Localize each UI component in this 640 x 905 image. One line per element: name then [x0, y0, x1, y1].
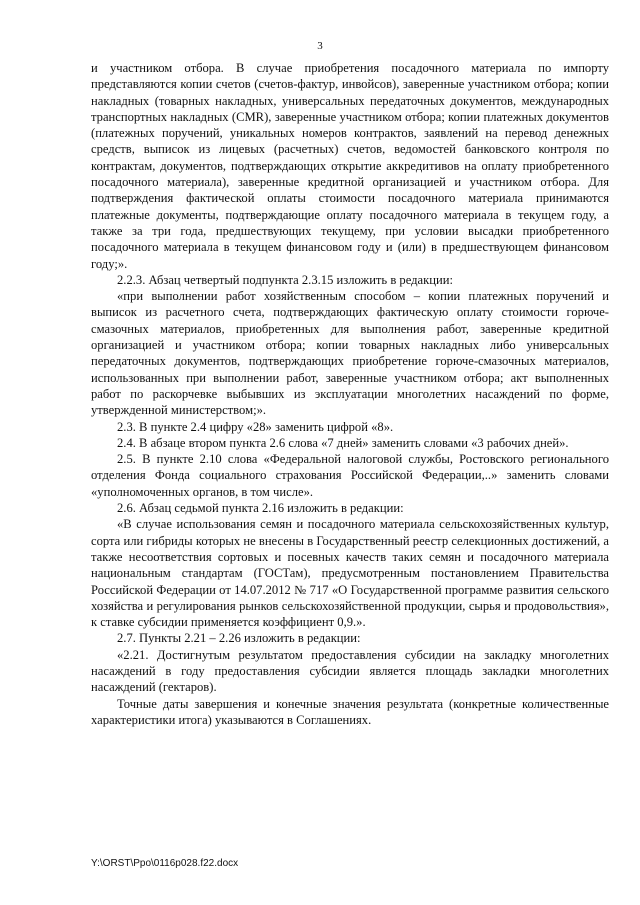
paragraph-seed-coefficient: «В случае использования семян и посадочного материала сельскохозяйственных культур, сорта или гибриды которых не внесены в Государственный реестр селекционных достижений, а также несоответствия сортовых и посевных качеств таких семян и посадочного материала национальным стандартам (ГОСТам), предусмотренным постановлением Правительства Российской Федерации от 14.07.2012 № 717 «О Государственной программе развития сельского хозяйства и регулирования рынков сельскохозяйственной продукции, сырья и продовольствия», к ставке субсидии применяется коэффициент 0,9.». — [91, 517, 609, 630]
paragraph-2-7: 2.7. Пункты 2.21 – 2.26 изложить в редакции: — [117, 631, 361, 646]
paragraph-economic-method: «при выполнении работ хозяйственным способом – копии платежных поручений и выписок из расчетного счета, подтверждающих фактическую оплату стоимости горюче-смазочных материалов, приобретенных для выполнения работ, заверенные кредитной организацией и участником отбора; копии товарных накладных либо универсальных передаточных документов, подтверждающих приобретение горюче-смазочных материалов, использованных при выполнении работ, заверенные участником отбора; акт выполненных работ по раскорчевке выбывших из эксплуатации многолетних насаждений по форме, утвержденной министерством;». — [91, 289, 609, 418]
paragraph-2-4: 2.4. В абзаце втором пункта 2.6 слова «7 дней» заменить словами «3 рабочих дней». — [117, 435, 569, 450]
footer-file-path: Y:\ORST\Ppo\0116p028.f22.docx — [91, 858, 239, 869]
paragraph-2-6: 2.6. Абзац седьмой пункта 2.16 изложить в редакции: — [117, 501, 404, 516]
page-number: 3 — [317, 40, 323, 52]
paragraph-result-dates: Точные даты завершения и конечные значения результата (конкретные количественные характеристики итога) указываются в Соглашениях. — [91, 696, 609, 727]
paragraph-2-21: «2.21. Достигнутым результатом предоставления субсидии на закладку многолетних насаждений в году предоставления субсидии является площадь закладки многолетних насаждений (гектаров). — [91, 647, 609, 695]
paragraph-import-documents: и участником отбора. В случае приобретения посадочного материала по импорту представляются копии счетов (счетов-фактур, инвойсов), заверенные участником отбора; копии накладных (товарных накладных, универсальных передаточных документов, международных транспортных накладных (CMR), заверенные участником отбора; копии платежных документов (платежных поручений, уникальных номеров контрактов, заявлений на перевод денежных средств, выписок из лицевых (расчетных) счетов, ведомостей банковского контроля по контрактам, документов, подтверждающих открытие аккредитивов на оплату приобретенного посадочного материала), заверенные кредитной организацией и участником отбора. Для подтверждения фактической оплаты стоимости посадочного материала принимаются платежные документы, подтверждающие оплату посадочного материала в текущем году, а также за три года, предшествующих текущему, при условии высадки приобретенного посадочного материала в текущем финансовом году и (или) в предшествующем финансовом году;». — [91, 61, 609, 271]
paragraph-2-3: 2.3. В пункте 2.4 цифру «28» заменить цифрой «8». — [117, 419, 394, 434]
document-body — [91, 60, 609, 728]
paragraph-2-2-3: 2.2.3. Абзац четвертый подпункта 2.3.15 изложить в редакции: — [117, 272, 453, 287]
paragraph-2-5: 2.5. В пункте 2.10 слова «Федеральной налоговой службы, Ростовского регионального отделения Фонда социального страхования Российской Федерации,..» заменить словами «уполномоченных органов, в том числе». — [91, 452, 609, 499]
